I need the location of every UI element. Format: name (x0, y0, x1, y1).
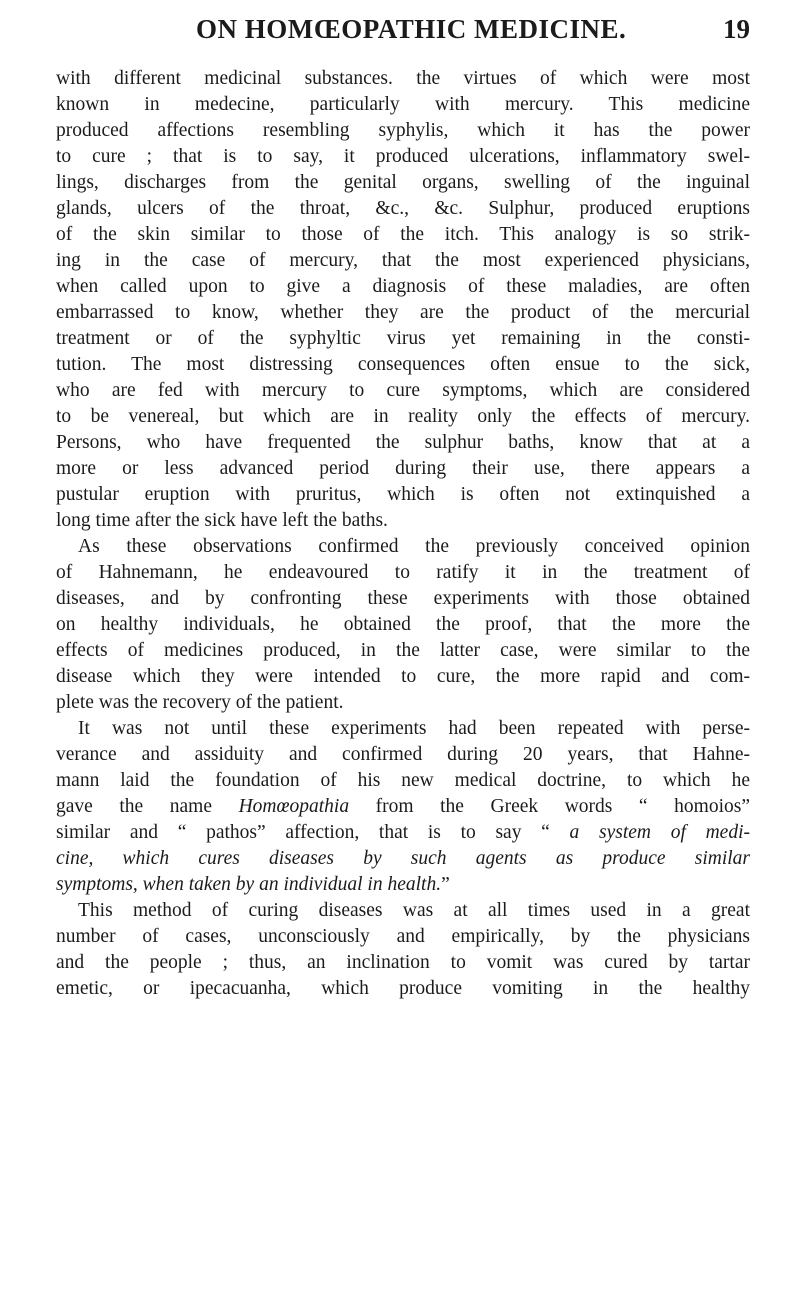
italic-quote: a system of medi- (569, 822, 750, 843)
text-line: number of cases, unconsciously and empirically, by the physicians (56, 926, 750, 947)
running-head: ON HOMŒOPATHIC MEDICINE. (196, 14, 627, 44)
text-line: produced affections resembling syphylis, which it has the power (56, 120, 750, 141)
text-line (56, 872, 750, 898)
text-run: ” (441, 874, 450, 895)
text-run: gave the name (56, 796, 239, 817)
text-line: more or less advanced period during their use, there appears a (56, 458, 750, 479)
text-line: with different medicinal substances. the virtues of which were most (56, 68, 750, 89)
text-line: when called upon to give a diagnosis of these maladies, are often (56, 276, 750, 297)
text-run: similar and “ pathos” affection, that is to say “ (56, 822, 570, 843)
text-line: who are fed with mercury to cure symptoms, which are considered (56, 380, 750, 401)
text-line: effects of medicines produced, in the latter case, were similar to the (56, 640, 750, 661)
text-run: from the Greek words “ homoios” (349, 796, 750, 817)
text-line: of the skin similar to those of the itch. This analogy is so strik- (56, 224, 750, 245)
text-line: verance and assiduity and confirmed during 20 years, that Hahne- (56, 744, 750, 765)
text-line (56, 820, 750, 846)
text-line: diseases, and by confronting these experiments with those obtained (56, 588, 750, 609)
text-line: to be venereal, but which are in reality only the effects of mercury. (56, 406, 750, 427)
text-line: treatment or of the syphyltic virus yet remaining in the consti- (56, 328, 750, 349)
text-line: glands, ulcers of the throat, &c., &c. Sulphur, produced eruptions (56, 198, 750, 219)
italic-quote: cine, which cures diseases by such agents as produce similar (56, 848, 750, 869)
text-line: to cure ; that is to say, it produced ulcerations, inflammatory swel- (56, 146, 750, 167)
text-line: long time after the sick have left the baths. (56, 510, 388, 531)
body-text (56, 66, 750, 1002)
text-line: on healthy individuals, he obtained the proof, that the more the (56, 614, 750, 635)
text-line: It was not until these experiments had been repeated with perse- (78, 718, 750, 739)
text-line: This method of curing diseases was at all times used in a great (78, 900, 750, 921)
text-line (56, 846, 750, 872)
page-number: 19 (723, 14, 750, 44)
text-line: As these observations confirmed the previously conceived opinion (78, 536, 750, 557)
text-line: and the people ; thus, an inclination to vomit was cured by tartar (56, 952, 750, 973)
text-line: mann laid the foundation of his new medical doctrine, to which he (56, 770, 750, 791)
italic-term: Homœopathia (238, 796, 350, 817)
text-line: pustular eruption with pruritus, which is often not extinquished a (56, 484, 750, 505)
text-line: lings, discharges from the genital organs, swelling of the inguinal (56, 172, 750, 193)
text-line (56, 794, 750, 820)
text-line: tution. The most distressing consequences often ensue to the sick, (56, 354, 750, 375)
text-line: embarrassed to know, whether they are the product of the mercurial (56, 302, 750, 323)
text-line: Persons, who have frequented the sulphur baths, know that at a (56, 432, 750, 453)
text-line: ing in the case of mercury, that the most experienced physicians, (56, 250, 750, 271)
text-line: known in medecine, particularly with mercury. This medicine (56, 94, 750, 115)
italic-quote: symptoms, when taken by an individual in health. (56, 874, 442, 895)
text-line: disease which they were intended to cure, the more rapid and com- (56, 666, 750, 687)
text-line: of Hahnemann, he endeavoured to ratify it in the treatment of (56, 562, 750, 583)
page-header (80, 14, 750, 54)
text-line: emetic, or ipecacuanha, which produce vomiting in the healthy (56, 978, 750, 999)
text-line: plete was the recovery of the patient. (56, 692, 344, 713)
